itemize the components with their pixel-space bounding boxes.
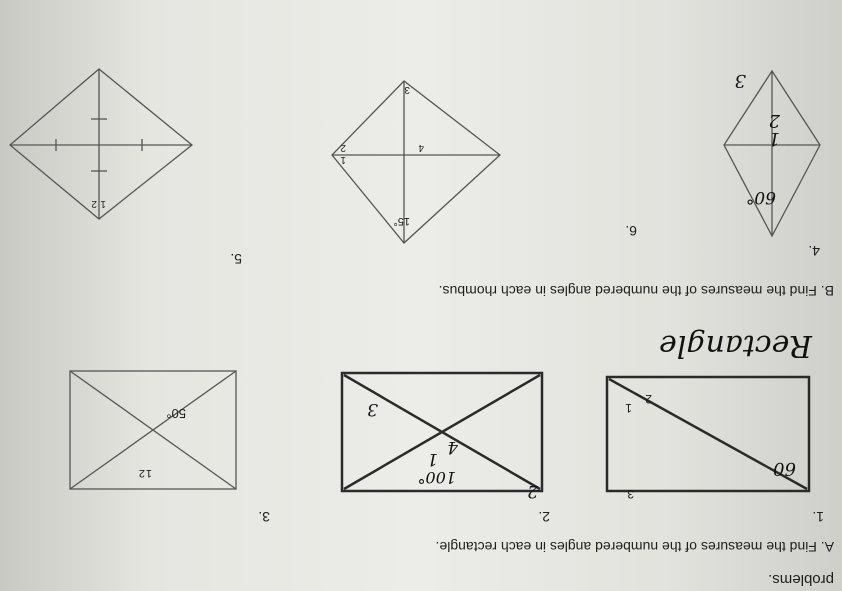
rectangle-3 bbox=[70, 371, 236, 489]
rhombus6-angle-2: 2 bbox=[91, 198, 97, 209]
rect3-angle-1: 1 bbox=[145, 467, 152, 479]
rect3-angle-2: 2 bbox=[138, 467, 145, 479]
rhombus4-angle-3: 3 bbox=[734, 70, 746, 91]
rhombus4-angle-2: 2 bbox=[768, 110, 780, 131]
problem-3-number: 3. bbox=[258, 509, 270, 525]
rhombus5-given-angle: 15° bbox=[393, 215, 410, 227]
problems-heading: problems. bbox=[768, 571, 834, 588]
rect3-given-angle: 50° bbox=[166, 406, 186, 421]
section-a-instruction: A. Find the measures of the numbered angles in each rectangle. bbox=[435, 539, 834, 555]
rhombus5-angle-3: 3 bbox=[404, 84, 410, 95]
rect2-angle-1: 1 bbox=[427, 449, 438, 469]
rect1-angle-1: 1 bbox=[625, 401, 632, 415]
section-b-instruction: B. Find the measures of the numbered angles in each rhombus. bbox=[438, 283, 834, 299]
rect2-given-angle: 100° bbox=[417, 468, 456, 487]
rect2-angle-3: 3 bbox=[367, 399, 378, 419]
rect1-angle-3: 3 bbox=[627, 487, 634, 501]
rhombus5-angle-4: 4 bbox=[418, 142, 424, 153]
problem-1-number: 1. bbox=[812, 509, 824, 525]
rect2-angle-4: 4 bbox=[447, 437, 458, 457]
rect1-given-angle: 60 bbox=[773, 458, 796, 479]
problem-5-number: 5. bbox=[230, 251, 242, 267]
rhombus-5 bbox=[332, 81, 500, 243]
rhombus6-angle-1: 1 bbox=[100, 198, 106, 209]
rectangle-handwritten-note: Rectangle bbox=[659, 328, 812, 363]
rhombus5-angle-2: 2 bbox=[340, 142, 346, 153]
rhombus-4 bbox=[724, 71, 820, 236]
rhombus4-angle-1: 1 bbox=[768, 128, 780, 149]
problem-6-number: 6. bbox=[625, 223, 637, 239]
problem-2-number: 2. bbox=[538, 509, 550, 525]
rhombus5-angle-1: 1 bbox=[340, 154, 346, 165]
rect1-angle-2: 2 bbox=[645, 392, 652, 406]
problem-4-number: 4. bbox=[808, 243, 820, 259]
rect2-angle-2: 2 bbox=[527, 481, 538, 501]
rhombus4-given-angle: 60° bbox=[745, 187, 776, 207]
rhombus-6 bbox=[10, 69, 192, 219]
